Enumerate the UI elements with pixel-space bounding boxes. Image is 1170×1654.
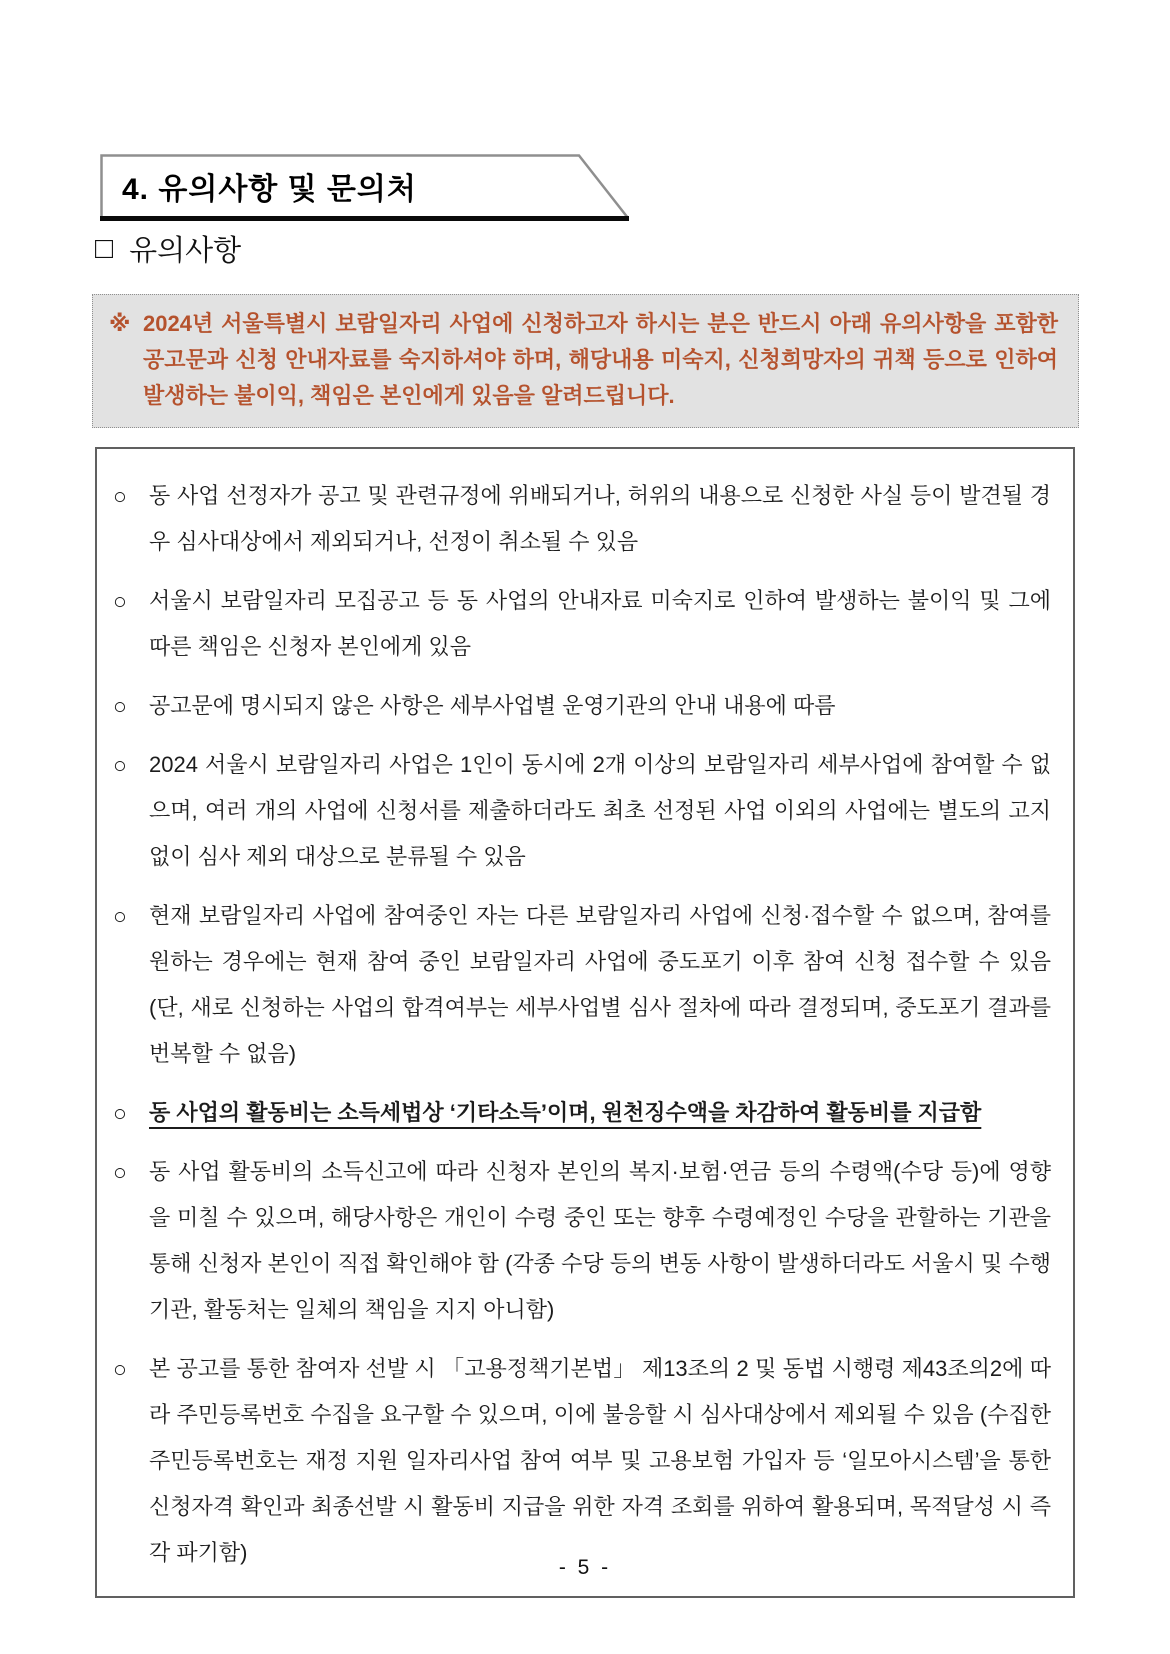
circle-bullet-icon: ○ [113,903,127,929]
circle-bullet-icon: ○ [113,693,127,719]
circle-bullet-icon: ○ [113,752,127,778]
list-item-text: 서울시 보람일자리 모집공고 등 동 사업의 안내자료 미숙지로 인하여 발생하는 불이익 및 그에 따른 책임은 신청자 본인에게 있음 [149,588,1051,659]
list-item [113,893,1051,1077]
list-item [113,683,1051,729]
subsection-title: 유의사항 [129,235,242,267]
section-banner [100,154,632,222]
circle-bullet-icon: ○ [113,1159,127,1185]
circle-bullet-icon: ○ [113,588,127,614]
list-item-text: 동 사업 선정자가 공고 및 관련규정에 위배되거나, 허위의 내용으로 신청한 사실 등이 발견될 경우 심사대상에서 제외되거나, 선정이 취소될 수 있음 [149,483,1051,554]
list-item-text: 동 사업 활동비의 소득신고에 따라 신청자 본인의 복지·보험·연금 등의 수령액(수당 등)에 영향을 미칠 수 있으며, 해당사항은 개인이 수령 중인 또는 향후 수령예정인 수당을 관할하는 기관을 통해 신청자 본인이 직접 확인해야 함 (각종 수당 등의 변동 사항이 발생하더라도 서울시 및 수행기관, 활동처는 일체의 책임을 지지 아니함) [149,1159,1051,1322]
reference-mark-icon: ※ [109,311,131,336]
notice-text: 2024년 서울특별시 보람일자리 사업에 신청하고자 하시는 분은 반드시 아래 유의사항을 포함한 공고문과 신청 안내자료를 숙지하셔야 하며, 해당내용 미숙지, 신청희망자의 귀책 등으로 인하여 발생하는 불이익, 책임은 본인에게 있음을 알려드립니다. [143,311,1058,408]
list-item [113,1346,1051,1576]
list-item [113,1149,1051,1333]
notes-list-box [95,447,1075,1598]
notice-box [92,294,1079,428]
circle-bullet-icon: ○ [113,1100,127,1126]
square-bullet-icon: □ [95,231,114,265]
list-item [113,578,1051,670]
section-title: 4. 유의사항 및 문의처 [122,173,417,206]
page-number: - 5 - [558,1556,612,1579]
list-item [113,742,1051,880]
list-item-text: 공고문에 명시되지 않은 사항은 세부사업별 운영기관의 안내 내용에 따름 [149,693,836,718]
subsection-heading [95,228,241,269]
list-item-text: 2024 서울시 보람일자리 사업은 1인이 동시에 2개 이상의 보람일자리 세부사업에 참여할 수 없으며, 여러 개의 사업에 신청서를 제출하더라도 최초 선정된 사업 이외의 사업에는 별도의 고지 없이 심사 제외 대상으로 분류될 수 있음 [149,752,1051,869]
list-item-text: 본 공고를 통한 참여자 선발 시 「고용정책기본법」 제13조의 2 및 동법 시행령 제43조의2에 따라 주민등록번호 수집을 요구할 수 있으며, 이에 불응할 시 심사대상에서 제외될 수 있음 (수집한 주민등록번호는 재정 지원 일자리사업 참여 여부 및 고용보험 가입자 등 ‘일모아시스템’을 통한 신청자격 확인과 최종선발 시 활동비 지급을 위한 자격 조회를 위하여 활용되며, 목적달성 시 즉각 파기함) [149,1356,1051,1565]
list-item [113,473,1051,565]
circle-bullet-icon: ○ [113,1356,127,1382]
list-item-emphasized [113,1090,1051,1136]
circle-bullet-icon: ○ [113,483,127,509]
list-item-text: 현재 보람일자리 사업에 참여중인 자는 다른 보람일자리 사업에 신청·접수할 수 없으며, 참여를 원하는 경우에는 현재 참여 중인 보람일자리 사업에 중도포기 이후 참여 신청 접수할 수 있음 (단, 새로 신청하는 사업의 합격여부는 세부사업별 심사 절차에 따라 결정되며, 중도포기 결과를 번복할 수 없음) [149,903,1051,1066]
list-item-text: 동 사업의 활동비는 소득세법상 ‘기타소득’이며, 원천징수액을 차감하여 활동비를 지급함 [149,1100,982,1125]
